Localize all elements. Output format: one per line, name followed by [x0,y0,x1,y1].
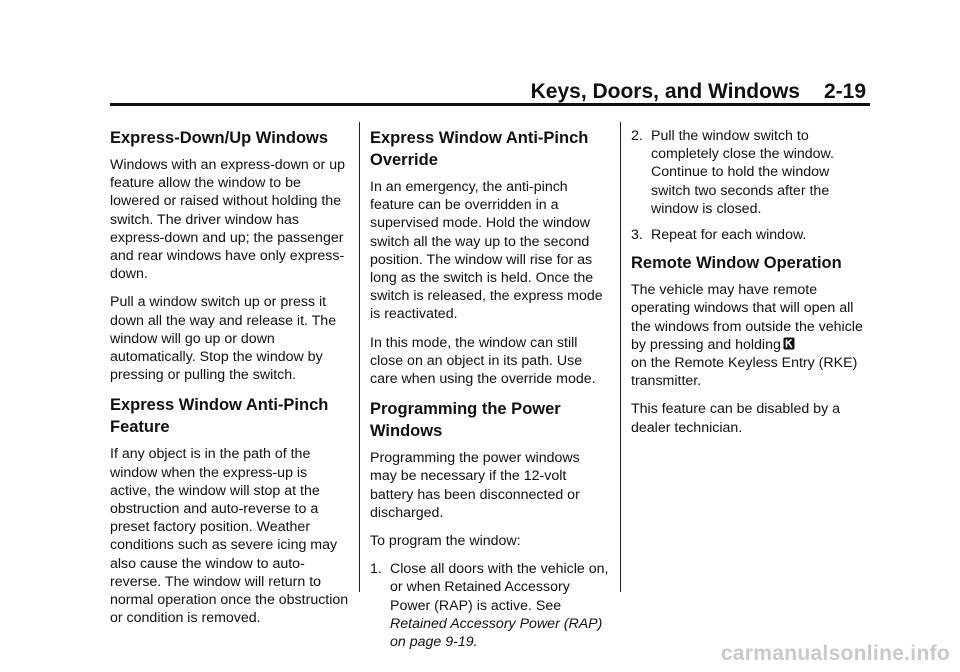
paragraph-text: on the Remote Keyless Entry (RKE) transmitter. [631,355,858,390]
paragraph-with-icon [631,281,871,390]
header-rule [110,103,870,106]
paragraph: Windows with an express-down or up feature allow the window to be lowered or raised without holding the switch. The driver window has express-down and up; the passenger and rear windows have only express-down. [110,157,345,283]
step-number: 1. [370,561,382,578]
paragraph: In an emergency, the anti-pinch feature can be overridden in a supervised mode. Hold the window switch all the way up to the second position. The window will rise for as long as the switch is held. Once the switch is released, the express mode is reactivated. [370,179,603,323]
page-number: 2-19 [823,80,866,103]
section-title: Keys, Doors, and Windows [530,80,800,103]
header-title [531,80,866,104]
step-number: 2. [631,128,643,144]
cross-reference-link[interactable]: Retained Accessory Power (RAP) on page 9-19. [390,615,603,651]
step-text: Pull the window switch to completely close the window. Continue to hold the window switch two seconds after the window is closed. [651,128,834,217]
heading-programming-power-windows: Programming the Power Windows [370,400,561,441]
list-item-step-1 [370,560,610,651]
column-divider-2 [620,122,621,592]
paragraph: This feature can be disabled by a dealer technician. [631,401,841,436]
column-divider-1 [359,122,360,592]
list-item-step-2 [631,127,871,218]
paragraph: Programming the power windows may be necessary if the 12-volt battery has been disconnected or discharged. [370,450,580,521]
column-2 [370,127,610,659]
heading-express-down-up: Express-Down/Up Windows [110,129,329,147]
list-item-step-3 [631,226,871,244]
column-1 [110,127,350,637]
watermark: carmanualsonline.info [720,642,950,665]
paragraph: If any object is in the path of the window when the express-up is active, the window will stop at the obstruction and auto-reverse to a preset factory position. Weather conditions such as severe icing may also cause the window to auto-reverse. The window will return to normal operation once the obstruction or condition is removed. [110,446,349,627]
step-text: Close all doors with the vehicle on, or when Retained Accessory Power (RAP) is active. See [390,561,609,614]
key-fob-unlock-icon [783,337,795,350]
paragraph: To program the window: [370,533,521,550]
paragraph-text: The vehicle may have remote operating windows that will open all the windows from outside the vehicle by pressing and holding [631,282,863,353]
paragraph: In this mode, the window can still close on an object in its path. Use care when using the override mode. [370,334,596,388]
column-3 [631,127,871,447]
heading-remote-window-operation: Remote Window Operation [631,254,842,273]
step-text: Repeat for each window. [651,227,807,244]
heading-anti-pinch-feature: Express Window Anti-Pinch Feature [110,396,329,437]
step-number: 3. [631,227,643,244]
paragraph: Pull a window switch up or press it down all the way and release it. The window will go up or down automatically. Stop the window by pressing or pulling the switch. [110,294,337,384]
heading-anti-pinch-override: Express Window Anti-Pinch Override [370,129,589,169]
